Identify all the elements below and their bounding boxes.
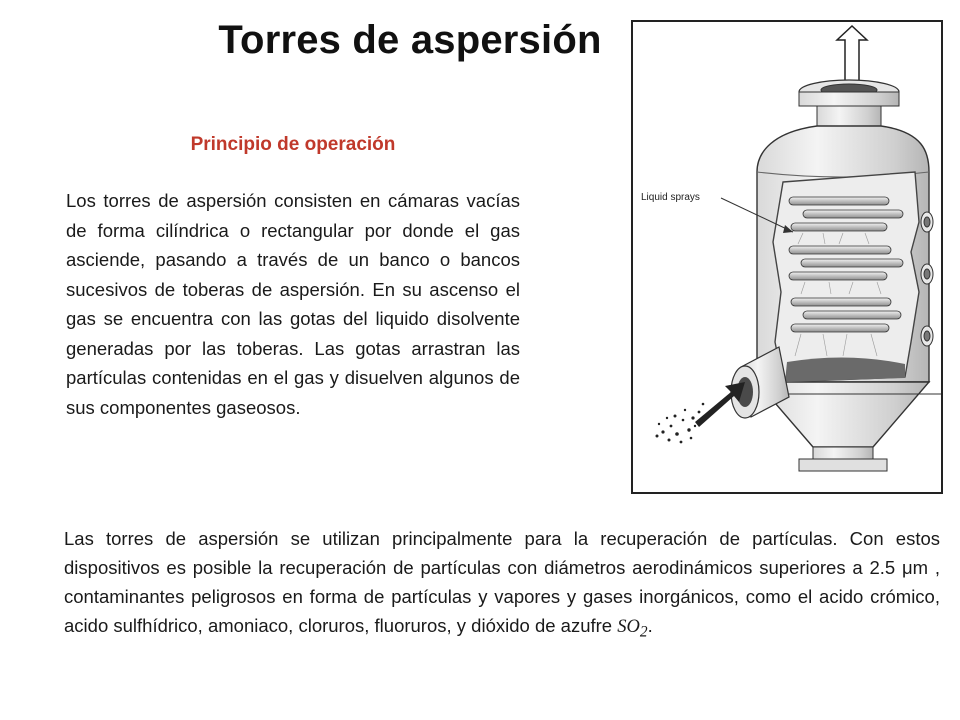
liquid-sprays-label: Liquid sprays	[641, 192, 700, 203]
top-flange	[799, 80, 899, 126]
applications-text-end: .	[647, 615, 653, 636]
operation-description: Los torres de aspersión consisten en cámaras vacías de forma cilíndrica o rectangular por donde el gas asciende, pasando a través de un banco o bancos sucesivos de toberas de aspersión. En su ascenso el gas se encuentra con las gotas del liquido disolvente generadas por las toberas. Las gotas arrastran las partículas contenidas en el gas y disuelven algunos de sus componentes gaseosos.	[66, 190, 520, 418]
spray-tower-illustration	[633, 22, 941, 492]
page-title: Torres de aspersión	[218, 18, 602, 62]
micrometer-unit: μm	[901, 557, 929, 578]
spray-nozzle-banks	[789, 197, 903, 332]
applications-text: Las torres de aspersión se utilizan principalmente para la recuperación de partículas. Con estos dispositivos es posible la recuperación de partículas con diámetros aerodinámicos superiores a 2.5	[64, 528, 940, 578]
spray-tower-figure	[631, 20, 943, 494]
applications-text-cont: , contaminantes peligrosos en forma de partículas y vapores y gases inorgánicos, como el acido crómico, acido sulfhídrico, amoniaco, cloruros, fluoruros, y dióxido de azufre	[64, 557, 940, 636]
applications-paragraph	[64, 524, 940, 647]
exhaust-arrow	[837, 26, 867, 88]
so2-formula: $SO_2$	[617, 617, 648, 641]
section-subtitle: Principio de operación	[190, 134, 396, 155]
